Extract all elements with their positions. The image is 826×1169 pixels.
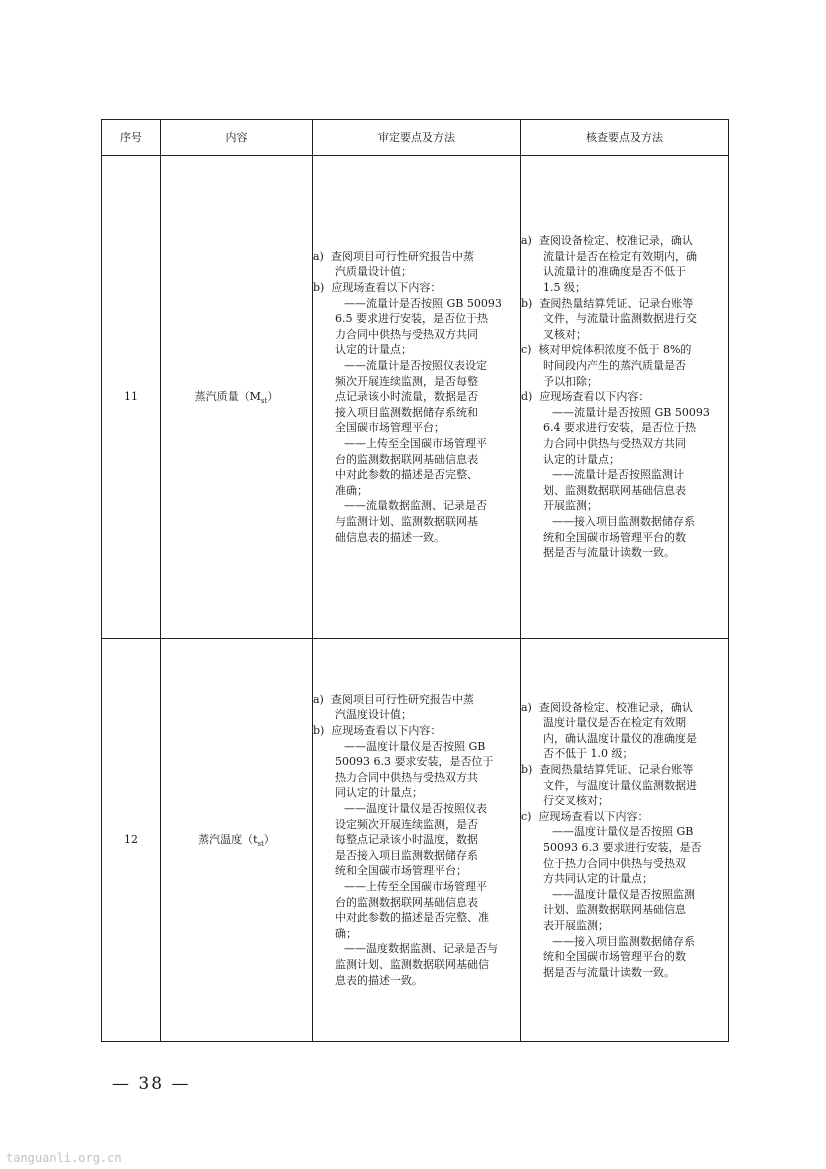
text-line: 同认定的计量点；: [335, 786, 423, 800]
text-line: 6.4 要求进行安装，是否位于热: [543, 421, 696, 435]
text-line: ——流量计是否按照 GB 50093: [344, 296, 502, 310]
text-line: 中对此参数的描述是否完整、: [335, 468, 478, 482]
text-line: 台的监测数据联网基础信息表: [335, 895, 478, 909]
text-line: 准确；: [335, 483, 368, 497]
text-line: 50093 6.3 要求进行安装，是否: [543, 841, 702, 854]
text-line: b) 查阅热量结算凭证、记录台账等: [521, 763, 694, 777]
table-row: [102, 639, 729, 1042]
verify-points: [521, 156, 729, 639]
text-line: 与监测计划、监测数据联网基: [335, 514, 478, 528]
text-line: ——接入项目监测数据储存系: [552, 934, 695, 948]
text-line: 台的监测数据联网基础信息表: [335, 452, 478, 466]
header-number: 序号: [102, 120, 161, 156]
text-line: c) 应现场查看以下内容：: [521, 809, 649, 823]
header-verify-method: 核查要点及方法: [521, 120, 729, 156]
text-line: 流量计是否在检定有效期内，确: [543, 249, 697, 263]
text-line: 认流量计的准确度是否不低于: [543, 265, 686, 279]
text-line: 6.5 要求进行安装，是否位于热: [335, 312, 488, 326]
text-line: c) 核对甲烷体积浓度不低于 8%的: [521, 343, 692, 357]
text-line: b) 应现场查看以下内容：: [313, 724, 442, 738]
table-header-row: [102, 120, 729, 156]
text-line: 叉核对；: [543, 327, 587, 341]
text-line: 开展监测；: [543, 499, 598, 513]
text-line: 1.5 级；: [543, 281, 586, 295]
header-content: 内容: [161, 120, 313, 156]
row-item: 蒸汽温度$(t_{st})$: [161, 639, 313, 1042]
text-line: 统和全国碳市场管理平台的数: [543, 530, 686, 544]
page-number: — 38 —: [112, 1074, 191, 1094]
text-line: ——温度计量仪是否按照仪表: [344, 802, 487, 816]
text-line: 内，确认温度计量仪的准确度是: [543, 731, 697, 745]
watermark: tanguanli.org.cn: [6, 1151, 122, 1165]
audit-points: [313, 639, 521, 1042]
text-line: ——流量计是否按照仪表设定: [344, 359, 487, 373]
text-line: 每整点记录该小时温度，数据: [335, 833, 478, 847]
text-line: 50093 6.3 要求安装，是否位于: [335, 755, 494, 769]
verify-points: [521, 639, 729, 1042]
table-row: [102, 156, 729, 639]
text-line: ——上传至全国碳市场管理平: [344, 436, 487, 450]
text-line: 确；: [335, 926, 357, 940]
text-line: d) 应现场查看以下内容：: [521, 390, 650, 404]
text-line: ——温度计量仪是否按照 GB: [552, 825, 694, 839]
text-line: ——流量计是否按照监测计: [552, 468, 684, 482]
row-item: 蒸汽质量$(M_{st})$: [161, 156, 313, 639]
text-line: 力合同中供热与受热双方共同: [335, 327, 478, 341]
text-line: 中对此参数的描述是否完整、准: [335, 911, 489, 925]
text-line: 文件，与流量计监测数据进行交: [543, 312, 697, 326]
text-line: 时间段内产生的蒸汽质量是否: [543, 359, 686, 373]
text-line: b) 应现场查看以下内容：: [313, 281, 442, 295]
header-audit-method: 审定要点及方法: [313, 120, 521, 156]
text-line: ——上传至全国碳市场管理平: [344, 879, 487, 893]
text-line: b) 查阅热量结算凭证、记录台账等: [521, 296, 694, 310]
text-line: ——温度计量仪是否按照监测: [552, 887, 695, 901]
text-line: a) 查阅项目可行性研究报告中蒸: [313, 692, 474, 706]
text-line: a) 查阅设备检定、校准记录，确认: [521, 700, 693, 714]
text-line: 全国碳市场管理平台；: [335, 421, 445, 435]
text-line: a) 查阅项目可行性研究报告中蒸: [313, 249, 474, 263]
text-line: 监测计划、监测数据联网基础信: [335, 957, 489, 971]
text-line: 是否接入项目监测数据储存系: [335, 848, 478, 862]
text-line: 频次开展连续监测，是否每整: [335, 374, 478, 388]
text-line: ——温度计量仪是否按照 GB: [344, 739, 486, 753]
text-line: 统和全国碳市场管理平台；: [335, 864, 467, 878]
text-line: ——温度数据监测、记录是否与: [344, 942, 498, 956]
text-line: 汽质量设计值；: [335, 265, 412, 279]
text-line: 认定的计量点；: [543, 452, 620, 466]
row-number: 12: [102, 639, 161, 1042]
text-line: a) 查阅设备检定、校准记录，确认: [521, 234, 693, 248]
text-line: 予以扣除；: [543, 374, 598, 388]
text-line: 汽温度设计值；: [335, 708, 412, 722]
row-number: 11: [102, 156, 161, 639]
text-line: 统和全国碳市场管理平台的数: [543, 950, 686, 964]
text-line: 行交叉核对；: [543, 794, 609, 808]
text-line: 础信息表的描述一致。: [335, 530, 445, 544]
text-line: 力合同中供热与受热双方共同: [543, 436, 686, 450]
text-line: 接入项目监测数据储存系统和: [335, 405, 478, 419]
text-line: 计划、监测数据联网基础信息: [543, 903, 686, 917]
text-line: ——流量计是否按照 GB 50093: [552, 405, 710, 419]
audit-points: [313, 156, 521, 639]
text-line: 设定频次开展连续监测，是否: [335, 817, 478, 831]
text-line: 据是否与流量计读数一致。: [543, 965, 675, 979]
text-line: 点记录该小时流量，数据是否: [335, 390, 478, 404]
text-line: 方共同认定的计量点；: [543, 872, 653, 886]
text-line: 表开展监测；: [543, 918, 609, 932]
text-line: 划、监测数据联网基础信息表: [543, 483, 686, 497]
text-line: 热力合同中供热与受热双方共: [335, 770, 478, 784]
text-line: 认定的计量点；: [335, 343, 412, 357]
text-line: ——接入项目监测数据储存系: [552, 514, 695, 528]
text-line: 息表的描述一致。: [335, 973, 423, 987]
review-table: [101, 119, 729, 1042]
text-line: 文件，与温度计量仪监测数据进: [543, 778, 697, 792]
text-line: ——流量数据监测、记录是否: [344, 499, 487, 513]
text-line: 位于热力合同中供热与受热双: [543, 856, 686, 870]
text-line: 温度计量仪是否在检定有效期: [543, 716, 686, 730]
text-line: 据是否与流量计读数一致。: [543, 546, 675, 560]
text-line: 否不低于 1.0 级；: [543, 747, 634, 761]
